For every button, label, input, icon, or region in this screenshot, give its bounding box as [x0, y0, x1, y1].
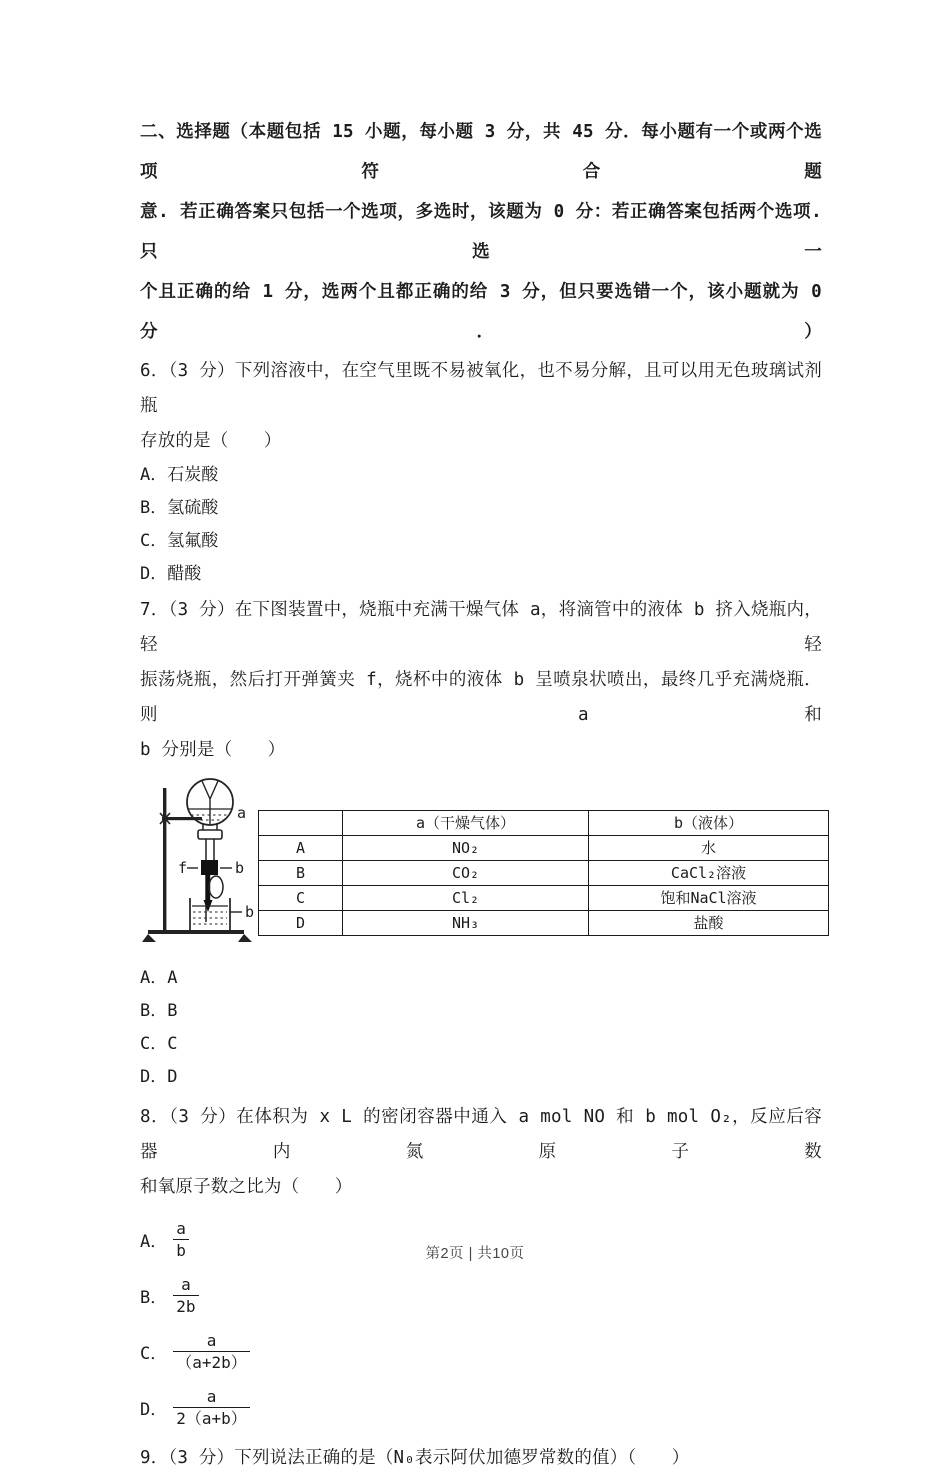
question-9-text-line: 9．（3 分）下列说法正确的是（N₀表示阿伏加德罗常数的值）（ ）: [140, 1448, 690, 1468]
question-6-option-d: D．醋酸: [140, 564, 202, 584]
question-7-option-c: C．C: [140, 1034, 178, 1054]
row-label: C: [259, 886, 343, 911]
table-header-gas: a（干燥气体）: [343, 811, 589, 836]
page-footer: 第2页 | 共10页: [425, 1246, 525, 1262]
question-8-option-d: [140, 1385, 822, 1429]
table-row: [259, 836, 829, 861]
question-6: [140, 354, 822, 591]
dropper-tube: [202, 781, 218, 824]
dropper-bulb: [209, 876, 223, 898]
question-7-text-line: 振荡烧瓶，然后打开弹簧夹 f，烧杯中的液体 b 呈喷泉状喷出，最终几乎充满烧瓶．则 a 和: [140, 670, 822, 725]
table-header-liquid: b（液体）: [589, 811, 829, 836]
spring-clamp: [201, 860, 218, 875]
row-gas: Cl₂: [343, 886, 589, 911]
section-instructions-line: 二、选择题（本题包括 15 小题，每小题 3 分，共 45 分．每小题有一个或两个选项符合题: [140, 122, 822, 182]
table-row: [259, 886, 829, 911]
row-gas: CO₂: [343, 861, 589, 886]
question-6-option-a: A．石炭酸: [140, 465, 219, 485]
question-8-option-b: [140, 1273, 822, 1317]
fraction: [173, 1330, 250, 1373]
label-dropper-b: b: [235, 859, 245, 877]
table-row: [259, 861, 829, 886]
fraction-numerator: a: [206, 1386, 217, 1406]
option-letter: B．: [140, 1287, 168, 1308]
row-gas: NO₂: [343, 836, 589, 861]
question-9: [140, 1441, 822, 1476]
question-7-table: [258, 810, 829, 936]
row-liquid: 水: [589, 836, 829, 861]
table-header-empty: [259, 811, 343, 836]
question-7-text-line: b 分别是（ ）: [140, 740, 286, 760]
row-gas: NH₃: [343, 911, 589, 936]
row-label: A: [259, 836, 343, 861]
question-8-text-line: 8．（3 分）在体积为 x L 的密闭容器中通入 a mol NO 和 b mol O₂，反应后容器内氮原子数: [140, 1107, 822, 1162]
stand-rod: [163, 788, 166, 930]
label-beaker-b: b: [245, 903, 255, 921]
fraction-denominator: （a+2b）: [176, 1352, 247, 1372]
row-label: D: [259, 911, 343, 936]
row-liquid: 盐酸: [589, 911, 829, 936]
question-7-text-line: 7．（3 分）在下图装置中，烧瓶中充满干燥气体 a，将滴管中的液体 b 挤入烧瓶内，轻轻: [140, 600, 822, 655]
fraction-denominator: 2（a+b）: [176, 1408, 247, 1428]
option-letter: A．: [140, 1231, 168, 1252]
option-letter: C．: [140, 1343, 168, 1364]
stand-base: [142, 930, 252, 942]
option-letter: D．: [140, 1399, 168, 1420]
fraction-numerator: a: [176, 1218, 186, 1238]
row-liquid: 饱和NaCl溶液: [589, 886, 829, 911]
question-6-option-b: B．氢硫酸: [140, 498, 219, 518]
section-instructions: [140, 112, 822, 352]
page-content: [140, 112, 822, 1476]
question-7: [140, 593, 822, 1094]
question-7-figure: [140, 772, 822, 950]
question-6-text-line: 存放的是（ ）: [140, 431, 282, 451]
row-liquid: CaCl₂溶液: [589, 861, 829, 886]
label-a: a: [237, 804, 247, 822]
label-f: f: [178, 859, 188, 877]
fraction-denominator: b: [176, 1240, 186, 1260]
row-label: B: [259, 861, 343, 886]
flask: [187, 779, 233, 839]
question-6-option-c: C．氢氟酸: [140, 531, 219, 551]
question-7-option-d: D．D: [140, 1067, 178, 1087]
fraction-denominator: 2b: [176, 1296, 196, 1316]
question-6-text-line: 6．（3 分）下列溶液中，在空气里既不易被氧化，也不易分解，且可以用无色玻璃试剂瓶: [140, 361, 822, 416]
fountain-apparatus-diagram: [140, 772, 258, 950]
fraction: [173, 1274, 198, 1317]
fraction-numerator: a: [181, 1274, 191, 1294]
table-header-row: [259, 811, 829, 836]
question-7-option-a: A．A: [140, 968, 178, 988]
fraction: [173, 1386, 250, 1429]
table-row: [259, 911, 829, 936]
question-8-option-c: [140, 1329, 822, 1373]
question-8-text-line: 和氧原子数之比为（ ）: [140, 1177, 353, 1197]
question-8: [140, 1100, 822, 1429]
section-instructions-line: 个且正确的给 1 分，选两个且都正确的给 3 分，但只要选错一个，该小题就为 0 分．）: [140, 282, 822, 342]
section-instructions-line: 意. 若正确答案只包括一个选项，多选时，该题为 0 分：若正确答案包括两个选项. 只选一: [140, 202, 822, 262]
question-7-option-b: B．B: [140, 1001, 178, 1021]
fraction-numerator: a: [206, 1330, 217, 1350]
